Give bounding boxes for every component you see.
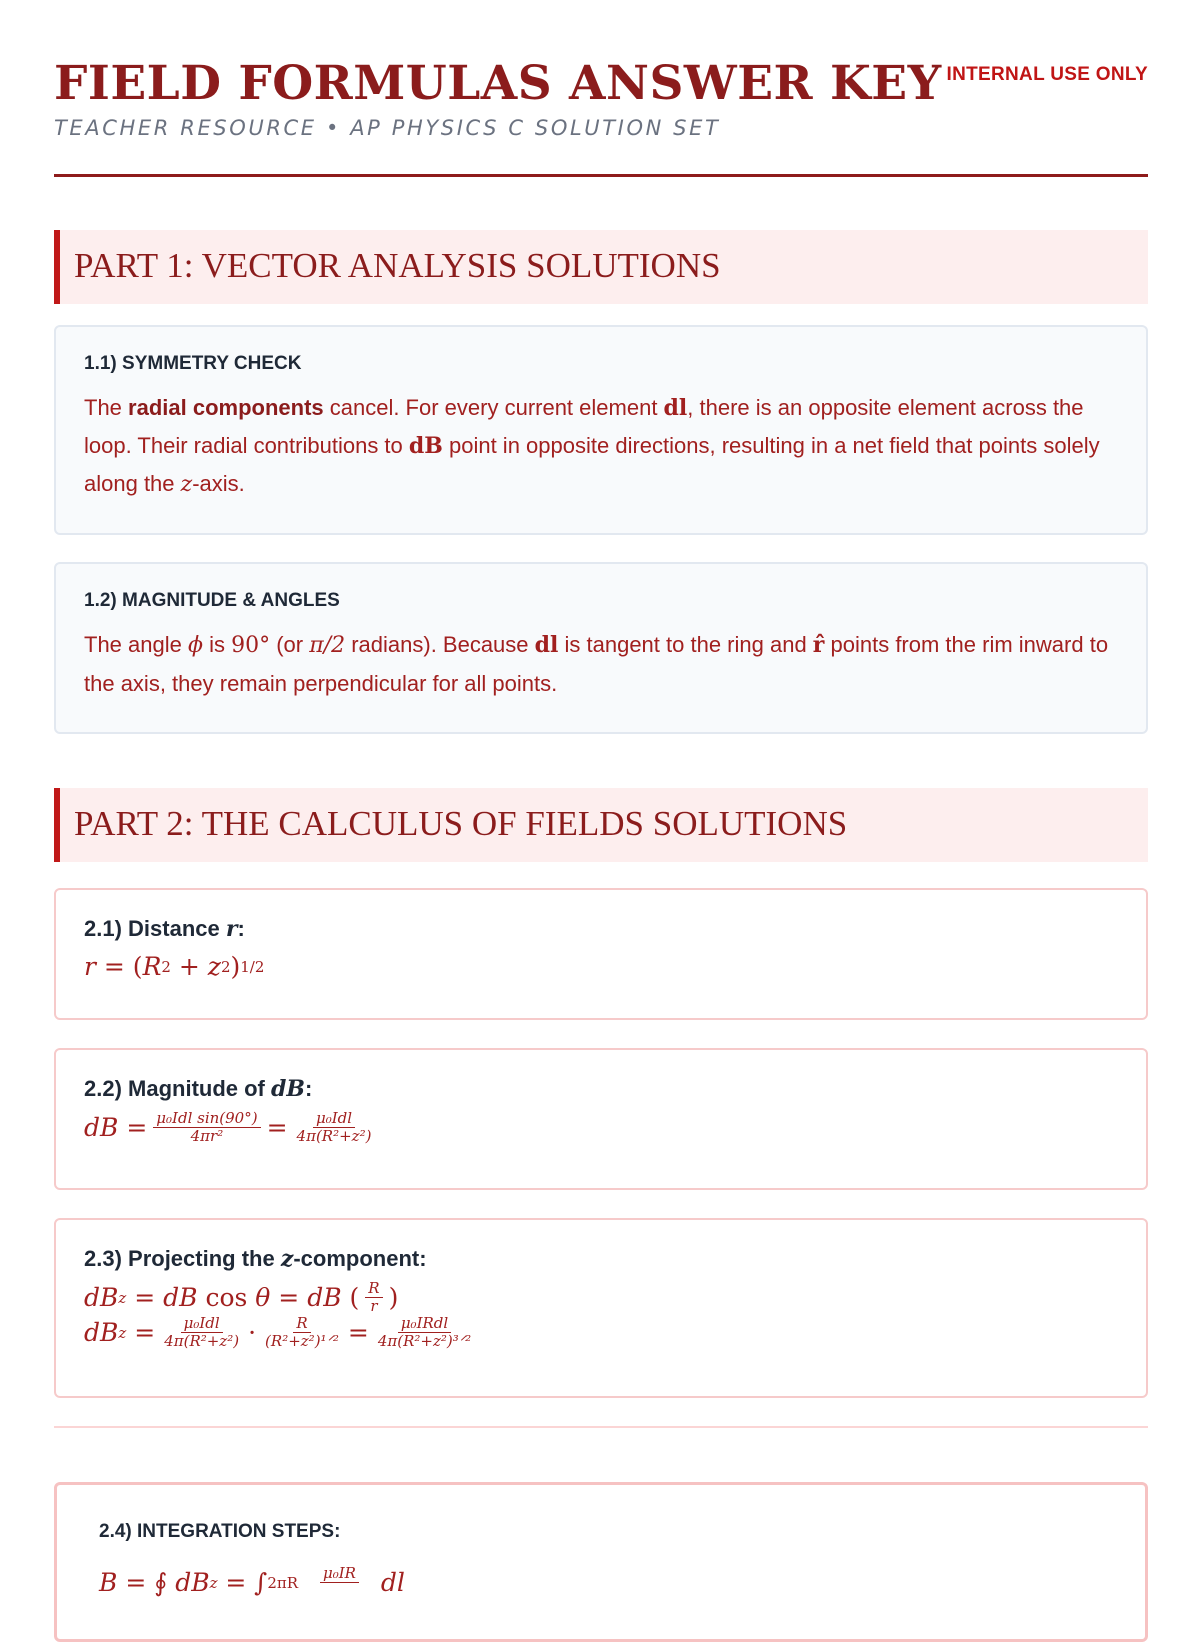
internal-use-stamp: INTERNAL USE ONLY (946, 64, 1148, 85)
part1-title: PART 1: VECTOR ANALYSIS SOLUTIONS (74, 246, 721, 285)
symmetry-check-heading: 1.1) SYMMETRY CHECK (84, 353, 302, 374)
distance-card (54, 888, 1148, 1020)
integration-steps-heading: 2.4) INTEGRATION STEPS: (99, 1521, 341, 1542)
page-title: FIELD FORMULAS ANSWER KEY (54, 56, 942, 111)
z-component-equation-1: dB z = dB cos θ = dB ( $\frac{R}{r}$ ) (84, 1279, 399, 1315)
distance-heading: 2.1) Distance r: (84, 916, 245, 942)
magnitude-angles-text: The angle ϕ is 90° (or π/2 radians). Because dl is tangent to the ring and r̂ points from the rim inward to the axis, they remain perpendicular for all points. (84, 632, 1109, 696)
magnitude-angles-card (54, 562, 1148, 734)
integration-equation: B = ∮ dB z = ∫ 2πR μ₀IR dl (99, 1564, 405, 1597)
z-component-equation-2: dB z = $\frac{\text{μ₀Idl}}{\text{4π(R²+z²)}}$ · $\frac{R}{\text{(R²+z²)¹ᐟ²}}$ = $\frac{\text{μ₀IRdl}}{\text{4π(R²+z²)³ᐟ²}}$ (84, 1314, 472, 1350)
z-component-card (54, 1218, 1148, 1398)
part2-title: PART 2: THE CALCULUS OF FIELDS SOLUTIONS (74, 804, 848, 843)
magnitude-db-equation: dB = $\frac{\text{μ₀Idl sin(90°)}}{\text{4πr²}}$ = $\frac{\text{μ₀Idl}}{\text{4π(R²+z²)}}$ (84, 1109, 372, 1145)
magnitude-angles-heading: 1.2) MAGNITUDE & ANGLES (84, 590, 340, 611)
part1-banner (54, 230, 1148, 304)
z-component-heading: 2.3) Projecting the z-component: (84, 1246, 427, 1272)
magnitude-db-card (54, 1048, 1148, 1190)
integration-steps-card (54, 1482, 1148, 1642)
distance-equation: r = ( R 2 + z 2 ) 1/2 (84, 952, 265, 981)
symmetry-check-card (54, 325, 1148, 535)
part2-banner (54, 788, 1148, 862)
magnitude-db-heading: 2.2) Magnitude of dB: (84, 1076, 313, 1102)
header (54, 0, 1148, 177)
section-divider (54, 1426, 1148, 1428)
page-subtitle: TEACHER RESOURCE • AP PHYSICS C SOLUTION SET (54, 116, 721, 140)
answer-key-page (54, 0, 1148, 1597)
symmetry-check-text: The radial components cancel. For every current element dl, there is an opposite element across the loop. Their radial contributions to dB point in opposite directions, resulting in a net field that points solely along the z-axis. (84, 395, 1100, 497)
